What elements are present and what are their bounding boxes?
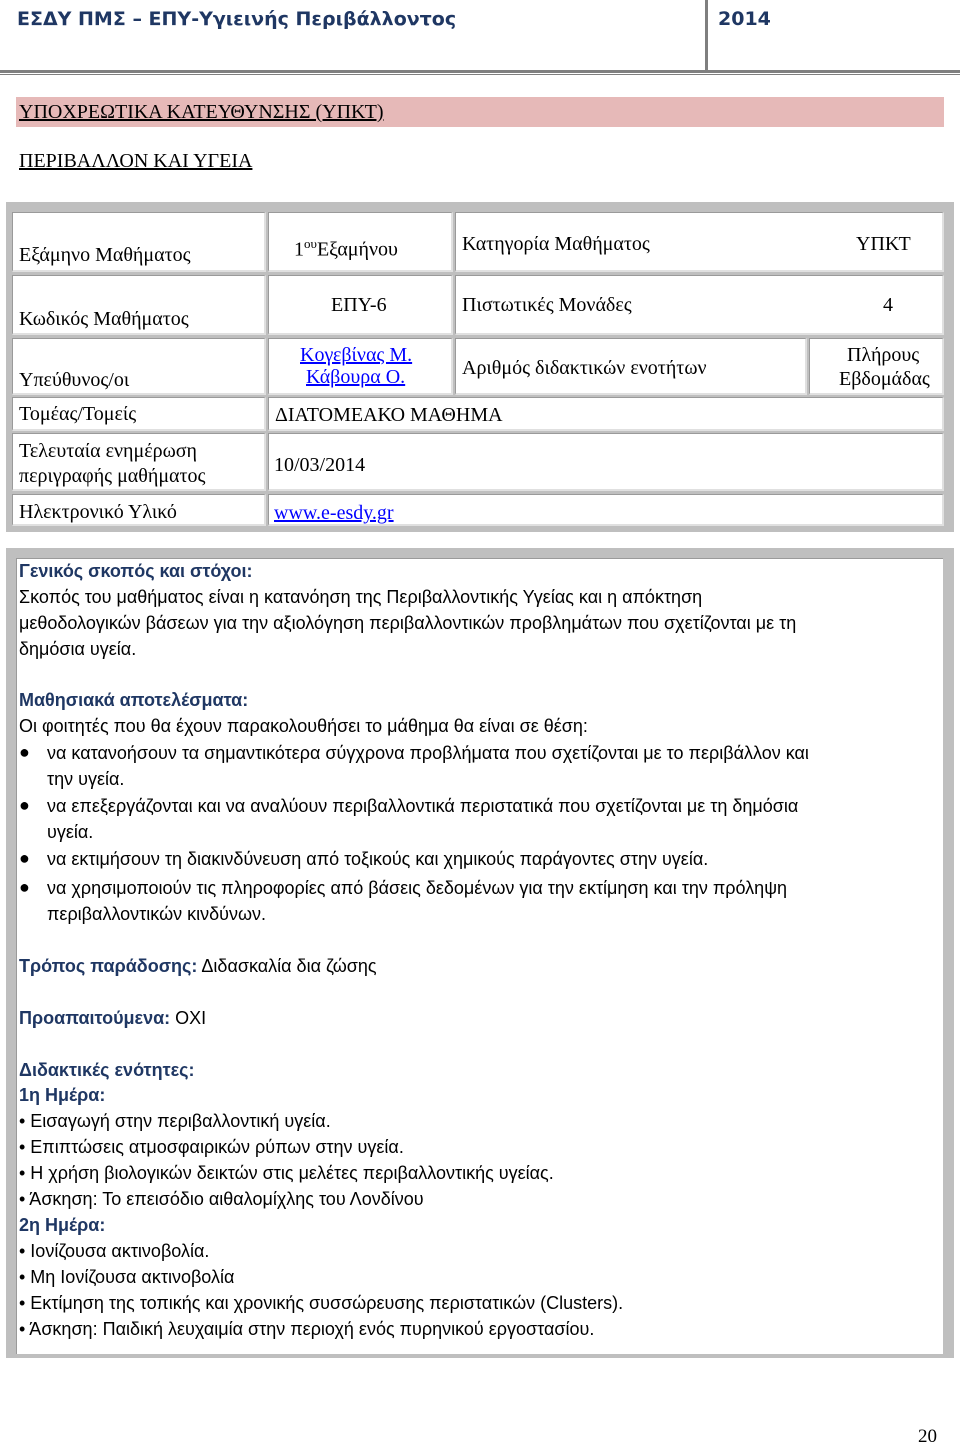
- material-value-cell: [268, 494, 944, 526]
- header-divider: [705, 0, 708, 72]
- units-label: Αριθμός διδακτικών ενοτήτων: [462, 357, 707, 379]
- category-bar: [16, 97, 944, 127]
- day-1-item: • Επιπτώσεις ατμοσφαιρικών ρύπων στην υγεία.: [19, 1137, 404, 1157]
- day-2-item: • Άσκηση: Παιδική λευχαιμία στην περιοχή ενός πυρηνικού εργοστασίου.: [19, 1319, 595, 1339]
- course-category-value: ΥΠΚΤ: [856, 233, 911, 255]
- category-cell: [455, 212, 944, 272]
- course-description-box: [6, 548, 954, 1358]
- sector-label-cell: [12, 397, 266, 431]
- header-title: ΕΣΔΥ ΠΜΣ – ΕΠΥ-Υγιεινής Περιβάλλοντος: [17, 8, 457, 30]
- day-1-item: • Η χρήση βιολογικών δεικτών στις μελέτες περιβαλλοντικής υγείας.: [19, 1163, 554, 1183]
- responsible-link-1[interactable]: Κογεβίνας Μ.: [300, 344, 413, 366]
- day-2-item: • Εκτίμηση της τοπικής και χρονικής συσσώρευσης περιστατικών (Clusters).: [19, 1293, 624, 1313]
- aim-line-3: δημόσια υγεία.: [19, 639, 137, 659]
- day-1-heading: 1η Ημέρα:: [19, 1085, 106, 1105]
- units-label-cell: [455, 338, 807, 395]
- responsible-label: Υπεύθυνος/οι: [19, 369, 130, 391]
- outcomes-heading: Μαθησιακά αποτελέσματα:: [19, 690, 249, 710]
- material-label: Ηλεκτρονικό Υλικό: [19, 501, 177, 523]
- header-rule-thin: [0, 74, 960, 75]
- bullet-icon: ●: [19, 742, 30, 762]
- outcome-4-line-1: να χρησιμοποιούν τις πληροφορίες από βάσεις δεδομένων για την εκτίμηση και την πρόληψη: [47, 878, 788, 898]
- code-label: Κωδικός Μαθήματος: [19, 308, 189, 330]
- units-value-cell: [809, 338, 944, 395]
- outcome-1-line-2: την υγεία.: [47, 769, 125, 789]
- header-year: 2014: [718, 8, 771, 30]
- outcome-2-line-2: υγεία.: [47, 822, 94, 842]
- updated-value: 10/03/2014: [274, 454, 366, 476]
- code-value: ΕΠΥ-6: [331, 294, 387, 316]
- course-category-label: Κατηγορία Μαθήματος: [462, 233, 650, 255]
- bullet-icon: ●: [19, 795, 30, 815]
- updated-value-cell: [268, 433, 944, 491]
- material-label-cell: [12, 494, 266, 526]
- course-info-table: [6, 202, 954, 532]
- semester-label-cell: [12, 212, 266, 272]
- bullet-icon: ●: [19, 848, 30, 868]
- responsible-label-cell: [12, 338, 266, 395]
- updated-label-1: Τελευταία ενημέρωση: [19, 440, 198, 462]
- updated-label-2: περιγραφής μαθήματος: [19, 465, 206, 487]
- day-2-item: • Μη Ιονίζουσα ακτινοβολία: [19, 1267, 235, 1287]
- category-title: ΥΠΟΧΡΕΩΤΙΚΑ ΚΑΤΕΥΘΥΝΣΗΣ (ΥΠΚΤ): [19, 101, 384, 123]
- responsible-link-2[interactable]: Κάβουρα Ο.: [306, 366, 406, 388]
- aim-heading: Γενικός σκοπός και στόχοι:: [19, 561, 253, 581]
- page-number: 20: [918, 1426, 937, 1447]
- semester-label: Εξάμηνο Μαθήματος: [19, 244, 191, 266]
- outcomes-intro: Οι φοιτητές που θα έχουν παρακολουθήσει το μάθημα θα είναι σε θέση:: [19, 716, 588, 736]
- day-2-heading: 2η Ημέρα:: [19, 1215, 106, 1235]
- sector-value-cell: [268, 397, 944, 431]
- page-header: [0, 0, 960, 72]
- outcome-1-line-1: να κατανοήσουν τα σημαντικότερα σύγχρονα προβλήματα που σχετίζονται με το περιβάλλον και: [47, 743, 809, 763]
- credits-label: Πιστωτικές Μονάδες: [462, 294, 632, 316]
- delivery-row: Τρόπος παράδοσης: Διδασκαλία δια ζώσης: [19, 956, 377, 976]
- outcome-2-line-1: να επεξεργάζονται και να αναλύουν περιβαλλοντικά περιστατικά που σχετίζονται με τη δημόσια: [47, 796, 799, 816]
- course-title: ΠΕΡΙΒΑΛΛΟΝ ΚΑΙ ΥΓΕΙΑ: [19, 150, 253, 172]
- prereq-row: Προαπαιτούμενα: ΟΧΙ: [19, 1008, 207, 1028]
- outcome-4-line-2: περιβαλλοντικών κινδύνων.: [47, 904, 267, 924]
- code-label-cell: [12, 275, 266, 335]
- outcome-3-line-1: να εκτιμήσουν τη διακινδύνευση από τοξικούς και χημικούς παράγοντες στην υγεία.: [47, 849, 709, 869]
- sector-value: ΔΙΑΤΟΜΕΑΚΟ ΜΑΘΗΜΑ: [275, 404, 503, 426]
- day-1-item: • Εισαγωγή στην περιβαλλοντική υγεία.: [19, 1111, 331, 1131]
- updated-label-cell: [12, 433, 266, 491]
- header-rule: [0, 70, 960, 73]
- day-1-item: • Άσκηση: Το επεισόδιο αιθαλομίχλης του Λονδίνου: [19, 1189, 424, 1209]
- semester-value-cell: [268, 212, 453, 272]
- day-2-item: • Ιονίζουσα ακτινοβολία.: [19, 1241, 210, 1261]
- aim-line-1: Σκοπός του μαθήματος είναι η κατανόηση της Περιβαλλοντικής Υγείας και η απόκτηση: [19, 587, 703, 607]
- units-value-2: Εβδομάδας: [839, 368, 930, 390]
- credits-cell: [455, 275, 944, 335]
- units-heading: Διδακτικές ενότητες:: [19, 1060, 195, 1080]
- code-value-cell: [268, 275, 453, 335]
- semester-value: $1^{o\upsilon}E\xi\alpha\mu ή\nu o\upsilon$: [294, 236, 398, 261]
- responsible-value-cell: [268, 338, 453, 395]
- material-link[interactable]: www.e-esdy.gr: [274, 502, 394, 524]
- bullet-icon: ●: [19, 877, 30, 897]
- sector-label: Τομέας/Τομείς: [19, 403, 137, 425]
- aim-line-2: μεθοδολογικών βάσεων για την αξιολόγηση περιβαλλοντικών προβλημάτων που σχετίζονται με τη: [19, 613, 797, 633]
- units-value-1: Πλήρους: [847, 344, 920, 366]
- credits-value: 4: [883, 294, 893, 316]
